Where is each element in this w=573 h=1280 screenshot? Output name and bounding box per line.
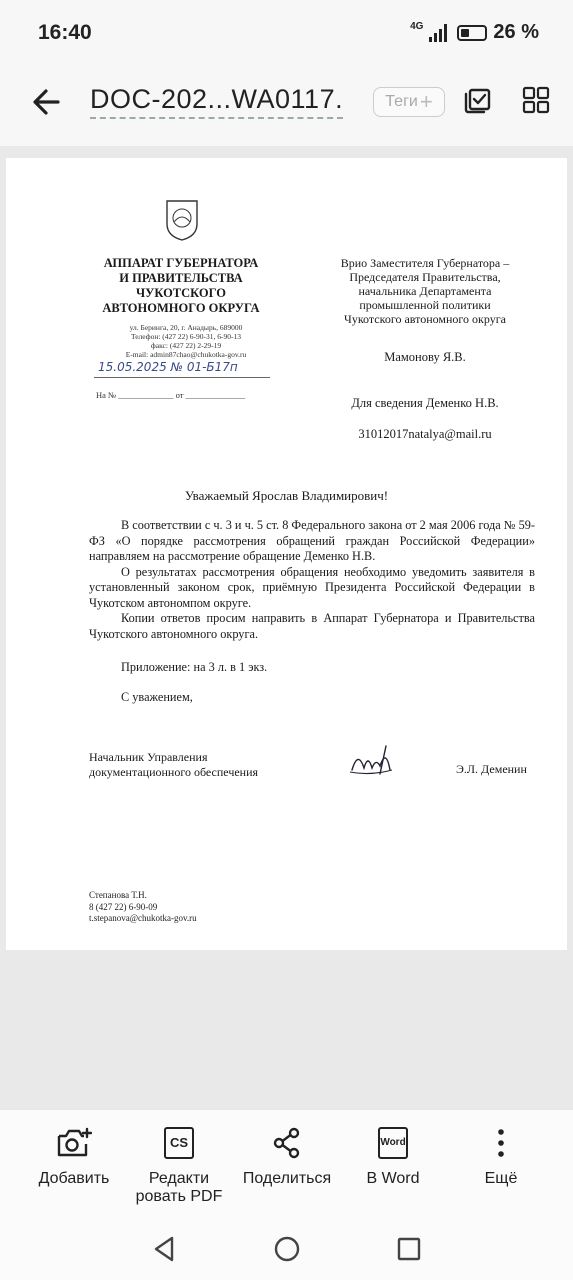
recipient-email: 31012017natalya@mail.ru — [358, 427, 492, 441]
system-navigation-bar — [0, 1214, 573, 1280]
square-recents-icon — [394, 1234, 424, 1264]
copy-to: Для сведения Деменко Н.В. — [351, 396, 499, 410]
to-word-label: В Word — [366, 1170, 420, 1187]
letter-body — [89, 518, 535, 642]
organization-name: АППАРАТ ГУБЕРНАТОРА И ПРАВИТЕЛЬСТВА ЧУКОТСКОГО АВТОНОМНОГО ОКРУГА — [102, 256, 260, 315]
salutation: Уважаемый Ярослав Владимирович! — [184, 488, 389, 503]
grid-icon — [522, 86, 550, 114]
status-time: 16:40 — [38, 21, 92, 44]
word-icon: Word — [378, 1127, 408, 1159]
plus-icon: + — [419, 89, 433, 114]
closing: С уважением, — [121, 690, 193, 704]
signature-image — [346, 740, 406, 780]
back-button[interactable] — [28, 84, 64, 120]
tags-label: Теги — [385, 93, 418, 110]
nav-home-button[interactable] — [272, 1234, 302, 1264]
divider — [94, 377, 270, 378]
circle-home-icon — [272, 1234, 302, 1264]
share-label: Поделиться — [242, 1170, 332, 1187]
organization-address: ул. Беринга, 20, г. Анадырь, 689000 Телефон: (427 22) 6-90-31, 6-90-13 факс: (427 22) 2-29-19 E-mail: admin87chao@chukotka-gov.ru — [125, 323, 247, 359]
paragraph: Копии ответов просим направить в Аппарат Губернатора и Правительства Чукотского автономного округа. — [89, 611, 535, 641]
more-icon — [496, 1127, 506, 1159]
select-button[interactable] — [462, 86, 492, 116]
paragraph: В соответствии с ч. 3 и ч. 5 ст. 8 Федерального закона от 2 мая 2006 года № 59-ФЗ «О порядке рассмотрения обращений граждан Российской Федерации» направляем на рассмотрение обращение Деменко Н.В. — [89, 518, 535, 563]
add-label: Добавить — [38, 1170, 110, 1187]
edit-pdf-button[interactable] — [132, 1122, 226, 1206]
add-camera-icon — [56, 1127, 92, 1159]
signal-icon — [429, 24, 447, 42]
share-icon — [272, 1127, 302, 1159]
nav-back-button[interactable] — [150, 1234, 180, 1264]
recipient-block: Врио Заместителя Губернатора – Председателя Правительства, начальника Департамента промышленной политики Чукотского автономного округа — [340, 256, 510, 326]
to-word-button[interactable] — [350, 1122, 436, 1188]
back-arrow-icon — [28, 84, 64, 120]
network-type: 4G — [410, 20, 424, 32]
more-label: Ещё — [484, 1170, 518, 1187]
signer-title: Начальник Управления документационного обеспечения — [89, 750, 259, 779]
bottom-action-bar — [0, 1110, 573, 1214]
addressee-name: Мамонову Я.В. — [384, 350, 466, 364]
top-bar — [0, 66, 573, 146]
grid-view-button[interactable] — [522, 86, 550, 114]
coat-of-arms-icon — [164, 198, 200, 242]
attachment-note: Приложение: на 3 л. в 1 экз. — [121, 660, 268, 674]
document-title[interactable]: DOC-202...WA0117. — [90, 84, 343, 119]
paragraph: О результатах рассмотрения обращения необходимо уведомить заявителя в установленный законом срок, приёмную Президента Российской Федерации в Чукотском автономпом округе. — [89, 564, 535, 610]
tags-button[interactable] — [373, 87, 445, 117]
cs-edit-pdf-icon: CS — [164, 1127, 194, 1159]
add-button[interactable] — [30, 1122, 118, 1188]
more-button[interactable] — [466, 1122, 536, 1188]
triangle-back-icon — [150, 1234, 180, 1264]
status-bar — [0, 0, 573, 66]
signer-name: Э.Л. Деменин — [456, 762, 527, 776]
status-indicators — [410, 21, 539, 44]
executor-contact: Степанова Т.Н. 8 (427 22) 6-90-09 t.stepanova@chukotka-gov.ru — [89, 890, 197, 923]
battery-level: 26 % — [493, 21, 539, 43]
edit-pdf-label: Редакти ровать PDF — [135, 1170, 223, 1205]
share-button[interactable] — [238, 1122, 336, 1188]
checkbox-stack-icon — [462, 86, 492, 116]
document-page — [6, 158, 567, 950]
registration-stamp: 15.05.2025 № 01-Б17п — [98, 360, 238, 374]
battery-icon — [457, 25, 487, 41]
reference-number-label: На № _____________ от ______________ — [96, 390, 246, 400]
nav-recents-button[interactable] — [394, 1234, 424, 1264]
document-viewer[interactable] — [0, 146, 573, 1110]
